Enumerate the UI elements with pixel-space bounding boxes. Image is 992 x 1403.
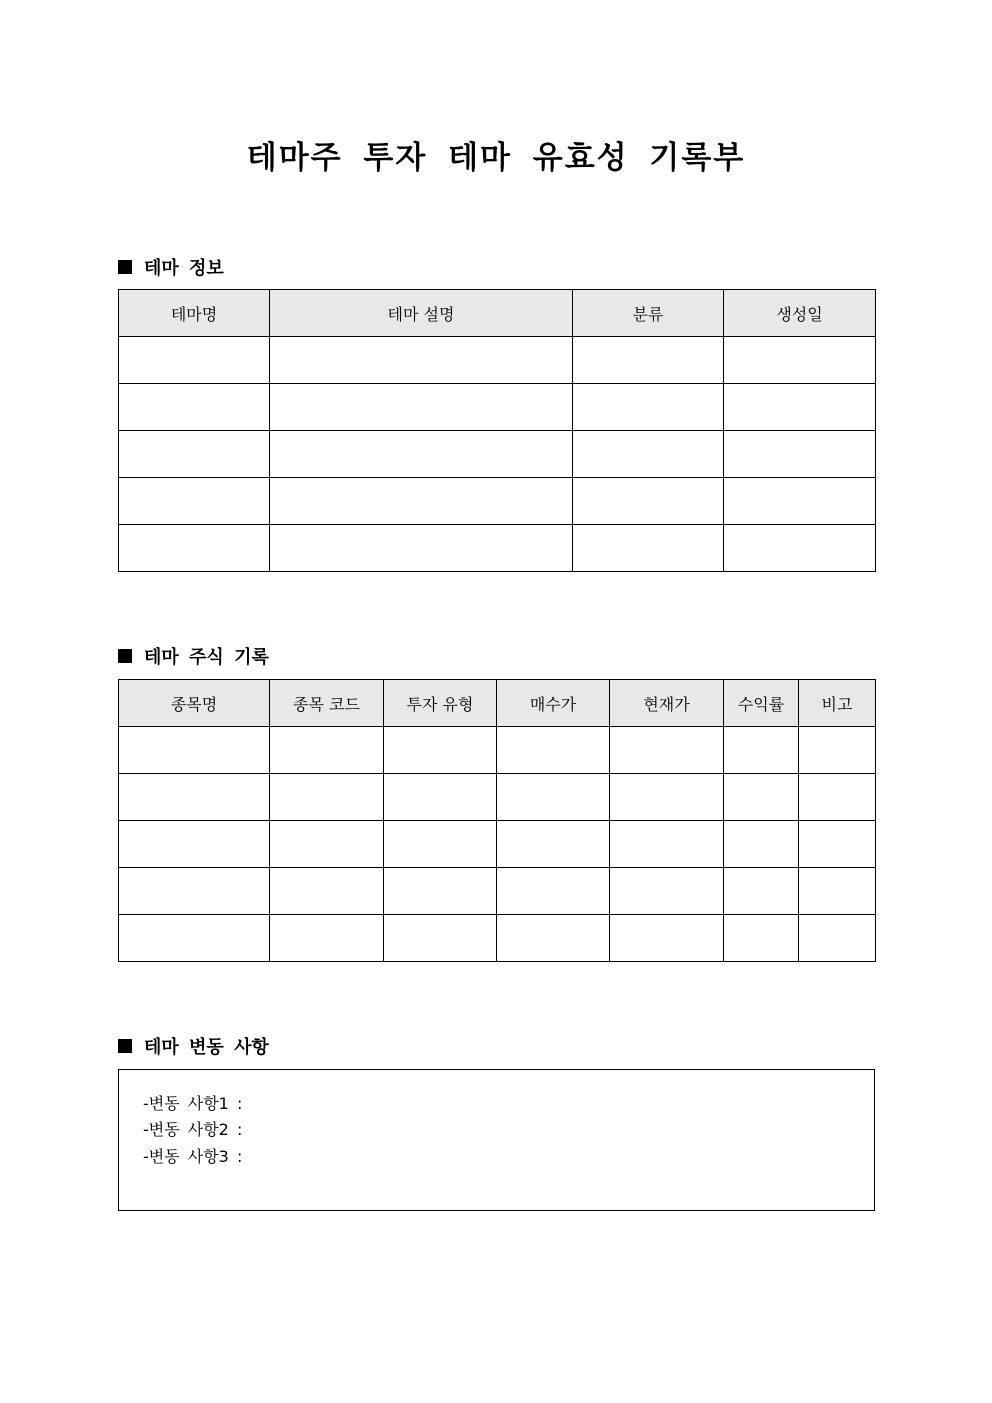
square-bullet-icon [118, 260, 132, 274]
table-cell[interactable] [119, 478, 270, 525]
table-cell[interactable] [384, 915, 497, 962]
column-header: 테마명 [119, 290, 270, 337]
change-item-3: -변동 사항3 : [143, 1147, 243, 1166]
column-header: 종목 코드 [270, 680, 384, 727]
table-cell[interactable] [270, 727, 384, 774]
table-cell[interactable] [799, 868, 876, 915]
table-cell[interactable] [270, 384, 573, 431]
table-cell[interactable] [724, 868, 799, 915]
square-bullet-icon [118, 1039, 132, 1053]
table-cell[interactable] [610, 868, 724, 915]
table-cell[interactable] [119, 727, 270, 774]
table-cell[interactable] [270, 868, 384, 915]
table-cell[interactable] [724, 337, 876, 384]
column-header: 투자 유형 [384, 680, 497, 727]
table-row [119, 431, 876, 478]
column-header: 비고 [799, 680, 876, 727]
table-cell[interactable] [724, 727, 799, 774]
table-row [119, 868, 876, 915]
table-cell[interactable] [119, 384, 270, 431]
table-cell[interactable] [384, 727, 497, 774]
section-heading-text: 테마 변동 사항 [144, 1037, 269, 1058]
table-cell[interactable] [384, 868, 497, 915]
table-cell[interactable] [119, 868, 270, 915]
document-title: 테마주 투자 테마 유효성 기록부 [246, 140, 746, 176]
table-cell[interactable] [497, 915, 610, 962]
table-header-row [119, 290, 876, 337]
table-cell[interactable] [497, 821, 610, 868]
column-header: 매수가 [497, 680, 610, 727]
table-cell[interactable] [610, 821, 724, 868]
table-cell[interactable] [384, 821, 497, 868]
table-row [119, 525, 876, 572]
table-cell[interactable] [270, 915, 384, 962]
table-row [119, 384, 876, 431]
table-header-row [119, 680, 876, 727]
section-heading-text: 테마 주식 기록 [144, 647, 269, 668]
change-item-2: -변동 사항2 : [143, 1120, 243, 1139]
table-cell[interactable] [270, 774, 384, 821]
table-row [119, 821, 876, 868]
theme-changes-box[interactable] [118, 1069, 875, 1211]
table-row [119, 727, 876, 774]
table-cell[interactable] [724, 915, 799, 962]
table-cell[interactable] [119, 821, 270, 868]
table-cell[interactable] [799, 915, 876, 962]
table-cell[interactable] [724, 384, 876, 431]
square-bullet-icon [118, 649, 132, 663]
table-cell[interactable] [497, 727, 610, 774]
section-heading-theme-stocks [118, 643, 269, 669]
table-cell[interactable] [497, 868, 610, 915]
table-row [119, 478, 876, 525]
section-heading-text: 테마 정보 [144, 258, 224, 279]
table-cell[interactable] [724, 525, 876, 572]
table-cell[interactable] [573, 525, 724, 572]
change-item-1: -변동 사항1 : [143, 1094, 243, 1113]
table-cell[interactable] [799, 727, 876, 774]
table-cell[interactable] [573, 431, 724, 478]
table-cell[interactable] [119, 525, 270, 572]
table-cell[interactable] [724, 774, 799, 821]
column-header: 생성일 [724, 290, 876, 337]
table-row [119, 915, 876, 962]
column-header: 수익률 [724, 680, 799, 727]
table-cell[interactable] [799, 821, 876, 868]
table-cell[interactable] [724, 431, 876, 478]
table-row [119, 774, 876, 821]
column-header: 테마 설명 [270, 290, 573, 337]
table-row [119, 337, 876, 384]
column-header: 분류 [573, 290, 724, 337]
table-cell[interactable] [270, 337, 573, 384]
table-cell[interactable] [610, 774, 724, 821]
table-cell[interactable] [119, 915, 270, 962]
table-cell[interactable] [610, 915, 724, 962]
table-cell[interactable] [119, 774, 270, 821]
table-cell[interactable] [119, 431, 270, 478]
section-heading-theme-changes [118, 1033, 269, 1059]
table-cell[interactable] [799, 774, 876, 821]
table-cell[interactable] [724, 821, 799, 868]
table-cell[interactable] [573, 384, 724, 431]
table-cell[interactable] [270, 821, 384, 868]
theme-info-table [118, 289, 876, 572]
theme-stocks-table [118, 679, 876, 962]
table-cell[interactable] [573, 337, 724, 384]
table-cell[interactable] [270, 478, 573, 525]
column-header: 현재가 [610, 680, 724, 727]
table-cell[interactable] [497, 774, 610, 821]
table-cell[interactable] [270, 525, 573, 572]
table-cell[interactable] [610, 727, 724, 774]
table-cell[interactable] [724, 478, 876, 525]
table-cell[interactable] [573, 478, 724, 525]
table-cell[interactable] [119, 337, 270, 384]
section-heading-theme-info [118, 254, 224, 280]
column-header: 종목명 [119, 680, 270, 727]
table-cell[interactable] [270, 431, 573, 478]
table-cell[interactable] [384, 774, 497, 821]
